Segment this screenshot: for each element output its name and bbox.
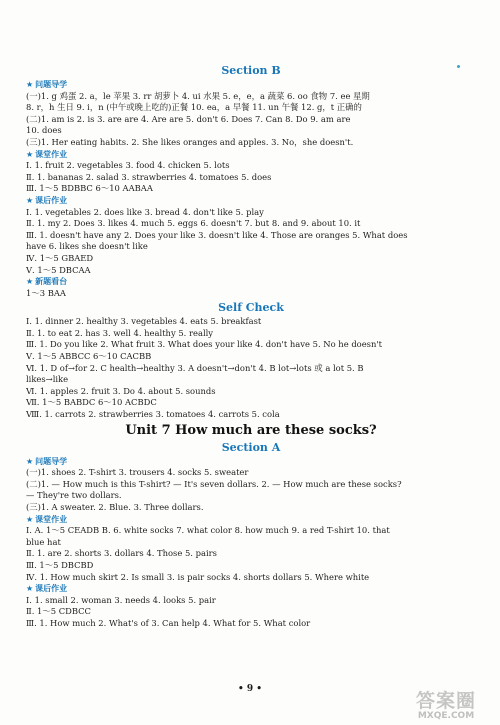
star-icon: ★ xyxy=(26,149,34,159)
answer-line: Ⅶ. 1～5 BABDC 6～10 ACBDC xyxy=(26,397,157,408)
section-title: Self Check xyxy=(218,301,284,315)
answer-line: Ⅰ. 1. vegetables 2. does like 3. bread 4. don't like 5. play xyxy=(26,206,264,217)
answer-line: Ⅴ. 1～5 DBCAA xyxy=(26,264,91,275)
answer-line: Ⅰ. A. 1～5 CEADB B. 6. white socks 7. what color 8. how much 9. a red T-shirt 10. that xyxy=(26,525,390,536)
answer-line: Ⅰ. 1. small 2. woman 3. needs 4. looks 5. pair xyxy=(26,594,216,605)
subsection-header xyxy=(26,79,476,91)
subsection-header xyxy=(26,583,476,595)
answer-line: 8. r，h 生日 9. i，n (中午或晚上吃的)正餐 10. ea，a 早餐 11. un 午餐 12. g，t 正确的 xyxy=(26,102,362,113)
page-number: • 9 • xyxy=(237,684,263,694)
answer-line: Ⅳ. 1～5 GBAED xyxy=(26,252,94,263)
subsection-header xyxy=(26,276,476,288)
answer-line: Ⅲ. 1～5 DBCBD xyxy=(26,559,94,570)
answer-line: (二)1. — How much is this T-shirt? — It's seven dollars. 2. — How much are these socks? xyxy=(26,478,402,489)
watermark-url: MXQE.COM xyxy=(417,711,475,721)
answer-line: Ⅱ. 1～5 CDBCC xyxy=(26,606,91,617)
answer-line: (三)1. Her eating habits. 2. She likes oranges and apples. 3. No，she doesn't. xyxy=(26,136,354,147)
subsection-header-label: 问题导学 xyxy=(35,456,68,466)
answer-line: Ⅱ. 1. bananas 2. salad 3. strawberries 4. tomatoes 5. does xyxy=(26,171,272,182)
answer-line: (三)1. A sweater. 2. Blue. 3. Three dollars. xyxy=(26,502,204,512)
watermark-text: 答案圈 xyxy=(415,690,476,712)
answer-line: Ⅰ. 1. fruit 2. vegetables 3. food 4. chicken 5. lots xyxy=(26,160,230,171)
subsection-header-label: 课后作业 xyxy=(35,584,68,594)
watermark-logo xyxy=(396,690,496,722)
subsection-header xyxy=(26,149,476,161)
answer-line: have 6. likes she doesn't like xyxy=(26,241,148,252)
answer-line: blue hat xyxy=(26,536,61,547)
answer-line: 10. does xyxy=(26,125,62,136)
subsection-header xyxy=(26,514,476,526)
star-icon: ★ xyxy=(26,514,34,524)
answer-line: 1～3 BAA xyxy=(26,287,66,298)
answer-line: (一)1. g 鸡蛋 2. a，le 苹果 3. rr 胡萝卜 4. ui 水果 5. e，e，a 蔬菜 6. oo 食物 7. ee 星期 xyxy=(26,90,370,101)
answer-line: Ⅵ. 1. apples 2. fruit 3. Do 4. about 5. sounds xyxy=(26,385,216,396)
answer-key-page xyxy=(26,62,476,630)
answer-line: Ⅱ. 1. to eat 2. has 3. well 4. healthy 5. really xyxy=(26,327,214,338)
answer-line: Ⅱ. 1. are 2. shorts 3. dollars 4. Those 5. pairs xyxy=(26,548,217,559)
star-icon: ★ xyxy=(26,584,34,594)
subsection-header-label: 课堂作业 xyxy=(35,149,68,159)
unit-title: Unit 7 How much are these socks? xyxy=(125,422,377,438)
subsection-header-label: 课后作业 xyxy=(35,195,68,205)
answer-line: — They're two dollars. xyxy=(26,490,122,501)
decorative-dot xyxy=(457,65,460,68)
answer-line: Ⅲ. 1. How much 2. What's of 3. Can help 4. What for 5. What color xyxy=(26,617,311,628)
answer-line: Ⅵ. 1. D of→for 2. C health→healthy 3. A doesn't→don't 4. B lot→lots 或 a lot 5. B xyxy=(26,362,364,373)
answer-line: Ⅴ. 1～5 ABBCC 6～10 CACBB xyxy=(26,351,152,362)
subsection-header-label: 新题看台 xyxy=(35,277,68,287)
answer-line: Ⅲ. 1. Do you like 2. What fruit 3. What does your like 4. don't have 5. No he doesn't xyxy=(26,339,383,350)
section-title: Section B xyxy=(221,64,281,77)
subsection-header-label: 问题导学 xyxy=(35,80,68,89)
section-title: Section A xyxy=(221,440,281,454)
answer-line: Ⅰ. 1. dinner 2. healthy 3. vegetables 4. eats 5. breakfast xyxy=(26,316,262,327)
answer-line: Ⅳ. 1. How much skirt 2. Is small 3. is pair socks 4. shorts dollars 5. Where white xyxy=(26,571,370,582)
answer-line: (二)1. am is 2. is 3. are are 4. Are are 5. don't 6. Does 7. Can 8. Do 9. am are xyxy=(26,113,351,124)
star-icon: ★ xyxy=(26,456,34,466)
answer-line: Ⅲ. 1～5 BDBBC 6～10 AABAA xyxy=(26,183,153,194)
star-icon: ★ xyxy=(26,277,34,287)
answer-line: Ⅱ. 1. my 2. Does 3. likes 4. much 5. eggs 6. doesn't 7. but 8. and 9. about 10. it xyxy=(26,218,361,229)
star-icon: ★ xyxy=(26,80,34,89)
answer-line: likes→like xyxy=(26,374,69,385)
answer-line: (一)1. shoes 2. T-shirt 3. trousers 4. socks 5. sweater xyxy=(26,467,249,478)
star-icon: ★ xyxy=(26,195,34,205)
subsection-header xyxy=(26,195,476,207)
answer-line: Ⅲ. 1. doesn't have any 2. Does your like 3. doesn't like 4. Those are oranges 5. What does xyxy=(26,229,408,240)
answer-line: Ⅷ. 1. carrots 2. strawberries 3. tomatoes 4. carrots 5. cola xyxy=(26,409,280,420)
subsection-header-label: 课堂作业 xyxy=(35,514,68,524)
subsection-header xyxy=(26,456,476,468)
